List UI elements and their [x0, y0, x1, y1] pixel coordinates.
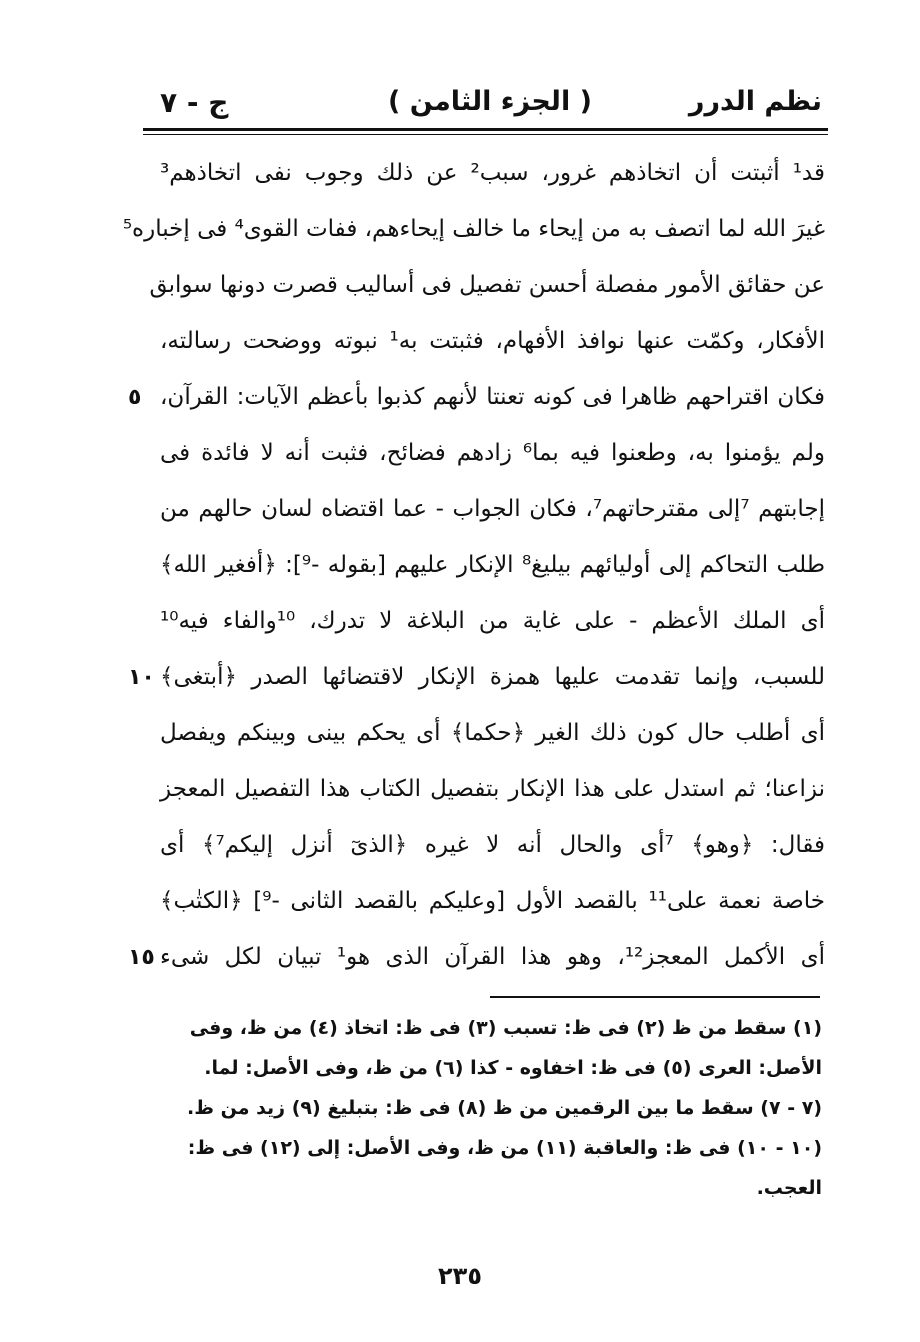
line-number: ١٥ — [128, 945, 155, 970]
footnote-line: (١) سقط من ظ (٢) فى ظ: تسبب (٣) فى ظ: اتخاذ (٤) من ظ، وفى — [189, 1017, 822, 1039]
text-line: فقال: ﴿وهو﴾ ⁷أى والحال أنه لا غيره ﴿الذىٓ أنزل إليكم⁷﴾ أى — [160, 832, 825, 858]
header-rule — [143, 128, 828, 131]
text-line: أى الملك الأعظم - على غاية من البلاغة لا تدرك، ¹⁰والفاء فيه¹⁰ — [160, 608, 825, 634]
line-number: ١٠ — [128, 665, 155, 690]
part-title: ( الجزء الثامن ) — [388, 86, 592, 117]
text-line: للسبب، وإنما تقدمت عليها همزة الإنكار لاقتضائها الصدر ﴿أبتغى﴾ — [160, 664, 825, 690]
text-line: أى الأكمل المعجز¹²، وهو هذا القرآن الذى هو¹ تبيان لكل شىء — [160, 944, 826, 970]
footnote-line: العجب. — [756, 1177, 822, 1199]
footnote-rule — [490, 996, 820, 998]
footnote-line: (١٠ - ١٠) فى ظ: والعاقبة (١١) من ظ، وفى الأصل: إلى (١٢) فى ظ: — [187, 1137, 822, 1159]
page-number: ٢٣٥ — [438, 1262, 482, 1290]
text-line: أى أطلب حال كون ذلك الغير ﴿حكما﴾ أى يحكم بينى وبينكم ويفصل — [160, 720, 825, 746]
text-line: قد¹ أثبتت أن اتخاذهم غرور، سبب² عن ذلك وجوب نفى اتخاذهم³ — [160, 160, 825, 186]
volume-label: ج - ٧ — [160, 86, 229, 119]
line-number: ٥ — [128, 385, 142, 410]
text-line: نزاعنا؛ ثم استدل على هذا الإنكار بتفصيل الكتاب هذا التفصيل المعجز — [160, 776, 825, 802]
footnote-line: (٧ - ٧) سقط ما بين الرقمين من ظ (٨) فى ظ: بتبليغ (٩) زيد من ظ. — [187, 1097, 822, 1119]
footnotes — [162, 1008, 822, 1208]
text-line: إجابتهم ⁷إلى مقترحاتهم⁷، فكان الجواب - عما اقتضاه لسان حالهم من — [160, 496, 825, 522]
text-line: فكان اقتراحهم ظاهرا فى كونه تعنتا لأنهم كذبوا بأعظم الآيات: القرآن، — [160, 384, 825, 410]
header-rule-thin — [143, 134, 828, 135]
text-line: عن حقائق الأمور مفصلة أحسن تفصيل فى أساليب قصرت دونها سوابق — [149, 272, 825, 298]
footnote-line: الأصل: العرى (٥) فى ظ: اخفاوه - كذا (٦) من ظ، وفى الأصل: لما. — [204, 1057, 822, 1079]
running-header — [150, 78, 830, 128]
text-line: الأفكار، وكمّت عنها نوافذ الأفهام، فثبتت به¹ نبوته ووضحت رسالته، — [160, 328, 826, 354]
text-line: خاصة نعمة على¹¹ بالقصد الأول [وعليكم بالقصد الثانى -⁹] ﴿الكتٰب﴾ — [160, 888, 825, 914]
book-title: نظم الدرر — [688, 86, 822, 117]
text-line: غيرَ الله لما اتصف به من إيحاء ما خالف إيحاءهم، ففات القوى⁴ فى إخباره⁵ — [122, 216, 825, 242]
text-line: طلب التحاكم إلى أوليائهم بيليغ⁸ الإنكار عليهم [بقوله -⁹]: ﴿أفغير الله﴾ — [160, 552, 826, 578]
text-line: ولم يؤمنوا به، وطعنوا فيه بما⁶ زادهم فضائح، فثبت أنه لا فائدة فى — [160, 440, 825, 466]
